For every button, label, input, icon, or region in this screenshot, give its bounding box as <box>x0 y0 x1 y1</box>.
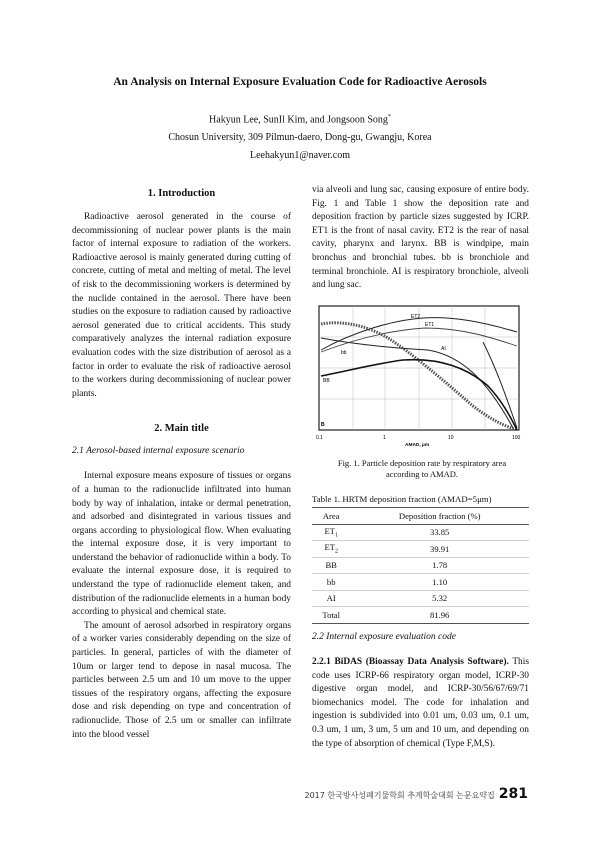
affiliation: Chosun University, 309 Pilmun-daero, Dong-gu, Gwangju, Korea <box>168 132 432 144</box>
deposition-table <box>312 507 529 624</box>
x-axis-label: AMAD, µm <box>405 443 430 448</box>
tick-10: 10 <box>448 435 454 441</box>
table-cell-area: $ET_2$ <box>312 541 350 558</box>
footer-text: 2017 한국방사성폐기물학회 추계학술대회 논문요약집 <box>304 791 495 800</box>
table-row <box>312 524 529 541</box>
figure-caption: Fig. 1. Particle deposition rate by respiratory area according to AMAD. <box>337 458 507 479</box>
tick-0-1: 0.1 <box>316 435 323 441</box>
paragraph-2-2-1 <box>312 656 529 751</box>
bidas-text: This code uses ICRP-66 respiratory organ model, ICRP-30 digestive organ model, and ICRP-30/56/67/69/71 biomechanics model. The code for inhalation and ingestion is subdivided into 0.01 um, 0.03 um, 0.1 um, 0.3 um, 1 um, 3 um, 5 um and 10 um, and depending on the type of absorption of chemical (Type F,M,S). <box>312 657 529 749</box>
table-row <box>312 607 529 624</box>
paper-title: An Analysis on Internal Exposure Evaluation Code for Radioactive Aerosols <box>113 76 487 88</box>
bidas-lead: 2.2.1 BiDAS (Bioassay Data Analysis Software). <box>312 657 509 667</box>
table-cell-value: 1.78 <box>350 557 529 574</box>
paragraph-right-top: via alveoli and lung sac, causing exposure of entire body. Fig. 1 and Table 1 show the deposition rate and deposition fraction by particle sizes suggested by ICRP. ET1 is the front of nasal cavity. ET2 is the rear of nasal cavity, pharynx and larynx. BB is windpipe, main bronchus and bronchial tubes. bb is bronchiole and terminal bronchiole. AI is respiratory bronchiole, alveoli and lung sac. <box>312 185 529 291</box>
author-email: Leehakyun1@naver.com <box>249 150 350 162</box>
table-cell-value: 5.32 <box>350 590 529 607</box>
intro-paragraph: Radioactive aerosol generated in the course of decommissioning of nuclear power plants is the main factor of internal exposure to radiation of the workers. Radioactive aerosol is mainly generated during cutting of concrete, cutting of metal and melting of metal. The level of risk to the decommissioning workers is determined by the nuclide contained in the aerosol. There have been studies on the exposure to radiation caused by radioactive aerosol generated due to critical accidents. This study comparatively analyzes the internal radiation exposure evaluation codes with the size distribution of aerosol as a factor in order to evaluate the risk of radioactive aerosol to the workers during decommissioning of nuclear power plants. <box>72 212 291 399</box>
table-caption: Table 1. HRTM deposition fraction (AMAD=5μm) <box>312 494 492 504</box>
corresponding-mark: * <box>387 114 391 120</box>
subsection-2-1: 2.1 Aerosol-based internal exposure scenario <box>72 446 245 457</box>
table-cell-area: bb <box>312 574 350 591</box>
label-ai: AI <box>441 346 446 352</box>
table-header-fraction: Deposition fraction (%) <box>350 508 529 525</box>
table-row <box>312 557 529 574</box>
label-bb-large: BB <box>323 378 330 384</box>
table-cell-value: 33.85 <box>350 524 529 541</box>
table-cell-area: AI <box>312 590 350 607</box>
page-number: 281 <box>498 786 528 802</box>
table-row <box>312 541 529 558</box>
tick-1: 1 <box>383 435 386 441</box>
paragraph-2-1-a: Internal exposure means exposure of tissues or organs of a human to the radionuclide infiltrated into human body by way of inhalation, intake or dermal penetration, and adsorbed and disintegrated in various tissues and organs according to physiological flow. When evaluating the internal exposure dose, it is very important to understand the behavior of radionuclide within a body. To evaluate the internal exposure dose, it is required to understand the type of radionuclide element taken, and distribution of the radionuclide elements in a human body according to physical and chemical state. <box>72 471 291 618</box>
deposition-chart <box>313 302 528 448</box>
subsection-2-2: 2.2 Internal exposure evaluation code <box>312 632 456 642</box>
label-et1: ET1 <box>425 322 435 328</box>
table-cell-area: Total <box>312 607 350 624</box>
table-header-area: Area <box>312 508 350 525</box>
table-cell-value: 1.10 <box>350 574 529 591</box>
label-bb-small: bb <box>341 350 347 356</box>
main-heading: 2. Main title <box>154 423 209 435</box>
author-names: Hakyun Lee, SunIl Kim, and Jongsoon Song <box>209 114 388 126</box>
right-column-top <box>312 184 529 293</box>
intro-heading: 1. Introduction <box>147 188 216 199</box>
left-column <box>72 180 291 742</box>
table-header-row <box>312 508 529 525</box>
table-row <box>312 590 529 607</box>
author-block <box>0 108 600 165</box>
table-cell-value: 81.96 <box>350 607 529 624</box>
table-cell-area: $ET_1$ <box>312 524 350 541</box>
table-cell-area: BB <box>312 557 350 574</box>
deposition-figure <box>313 302 528 448</box>
table-cell-value: 39.91 <box>350 541 529 558</box>
page-footer <box>304 786 528 802</box>
label-y-b: B <box>321 422 325 428</box>
tick-100: 100 <box>512 435 521 441</box>
table-row <box>312 574 529 591</box>
label-et2: ET2 <box>411 314 421 320</box>
paragraph-2-1-b: The amount of aerosol adsorbed in respiratory organs of a worker varies considerably depending on the size of particles. In general, particles of with the diameter of 10um or larger tend to depose in nasal mucosa. The particles between 2.5 um and 10 um move to the upper tissues of the respiratory organs, affecting the exposure dose and risk depending on type and concentration of radionuclide. Those of 2.5 um or smaller can infiltrate into the blood vessel <box>72 620 291 740</box>
